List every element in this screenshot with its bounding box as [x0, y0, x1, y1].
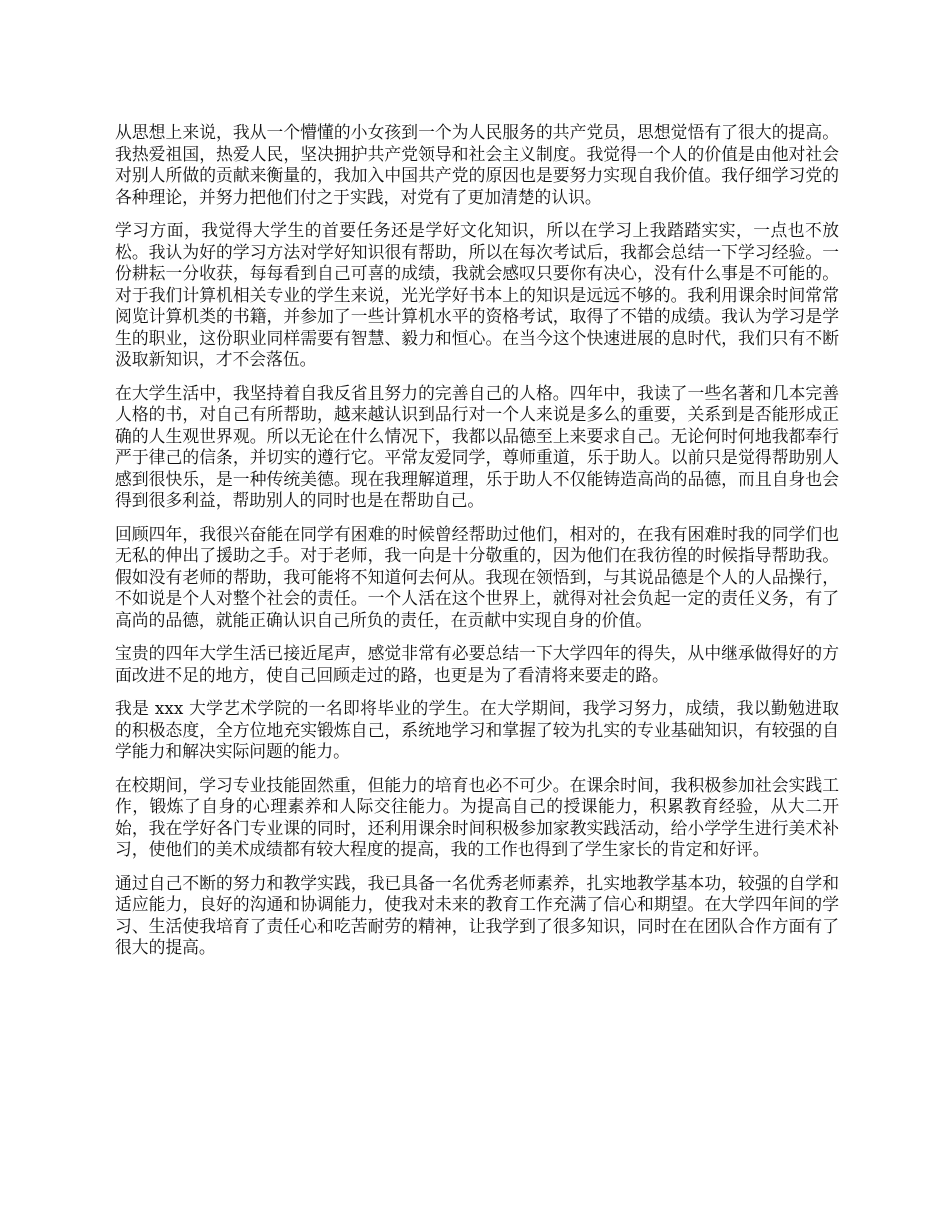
paragraph-study: 学习方面，我觉得大学生的首要任务还是学好文化知识，所以在学习上我踏踏实实，一点也不放松。我认为好的学习方法对学好知识很有帮助，所以在每次考试后，我都会总结一下学习经验。一份耕耘一分收获，每每看到自己可喜的成绩，我就会感叹只要你有决心，没有什么事是不可能的。对于我们计算机相关专业的学生来说，光光学好书本上的知识是远远不够的。我利用课余时间常常阅览计算机类的书籍，并参加了一些计算机水平的资格考试，取得了不错的成绩。我认为学习是学生的职业，这份职业同样需要有智慧、毅力和恒心。在当今这个快速进展的息时代，我们只有不断汲取新知识，才不会落伍。 — [115, 220, 839, 369]
document-body — [115, 122, 839, 971]
paragraph-self-introduction: 我是 xxx 大学艺术学院的一名即将毕业的学生。在大学期间，我学习努力，成绩，我以勤勉进取的积极态度，全方位地充实锻炼自己，系统地学习和掌握了较为扎实的专业基础知识，有较强的自学能力和解决实际问题的能力。 — [115, 698, 839, 761]
paragraph-conclusion: 通过自己不断的努力和教学实践，我已具备一名优秀老师素养，扎实地教学基本功，较强的自学和适应能力，良好的沟通和协调能力，使我对未来的教育工作充满了信心和期望。在大学四年间的学习、生活使我培育了责任心和吃苦耐劳的精神，让我学到了很多知识，同时在在团队合作方面有了很大的提高。 — [115, 872, 839, 957]
paragraph-review-four-years: 回顾四年，我很兴奋能在同学有困难的时候曾经帮助过他们，相对的，在我有困难时我的同学们也无私的伸出了援助之手。对于老师，我一向是十分敬重的，因为他们在我彷徨的时候指导帮助我。假如没有老师的帮助，我可能将不知道何去何从。我现在领悟到，与其说品德是个人的人品操行，不如说是个人对整个社会的责任。一个人活在这个世界上，就得对社会负起一定的责任义务，有了高尚的品德，就能正确认识自己所负的责任，在贡献中实现自身的价值。 — [115, 523, 839, 630]
paragraph-political-thought: 从思想上来说，我从一个懵懂的小女孩到一个为人民服务的共产党员，思想觉悟有了很大的提高。我热爱祖国，热爱人民，坚决拥护共产党领导和社会主义制度。我觉得一个人的价值是由他对社会对别人所做的贡献来衡量的，我加入中国共产党的原因也是要努力实现自我价值。我仔细学习党的各种理论，并努力把他们付之于实践，对党有了更加清楚的认识。 — [115, 122, 839, 207]
paragraph-practice-activities: 在校期间，学习专业技能固然重，但能力的培育也必不可少。在课余时间，我积极参加社会实践工作，锻炼了自身的心理素养和人际交往能力。为提高自己的授课能力，积累教育经验，从大二开始，我在学好各门专业课的同时，还利用课余时间积极参加家教实践活动，给小学学生进行美术补习，使他们的美术成绩都有较大程度的提高，我的工作也得到了学生家长的肯定和好评。 — [115, 774, 839, 859]
paragraph-summary-intro: 宝贵的四年大学生活已接近尾声，感觉非常有必要总结一下大学四年的得失，从中继承做得好的方面改进不足的地方，使自己回顾走过的路，也更是为了看清将来要走的路。 — [115, 643, 839, 685]
paragraph-personal-character: 在大学生活中，我坚持着自我反省且努力的完善自己的人格。四年中，我读了一些名著和几本完善人格的书，对自己有所帮助，越来越认识到品行对一个人来说是多么的重要，关系到是否能形成正确的人生观世界观。所以无论在什么情况下，我都以品德至上来要求自己。无论何时何地我都奉行严于律己的信条，并切实的遵行它。平常友爱同学，尊师重道，乐于助人。以前只是觉得帮助别人感到很快乐，是一种传统美德。现在我理解道理，乐于助人不仅能铸造高尚的品德，而且自身也会得到很多利益，帮助别人的同时也是在帮助自己。 — [115, 382, 839, 510]
